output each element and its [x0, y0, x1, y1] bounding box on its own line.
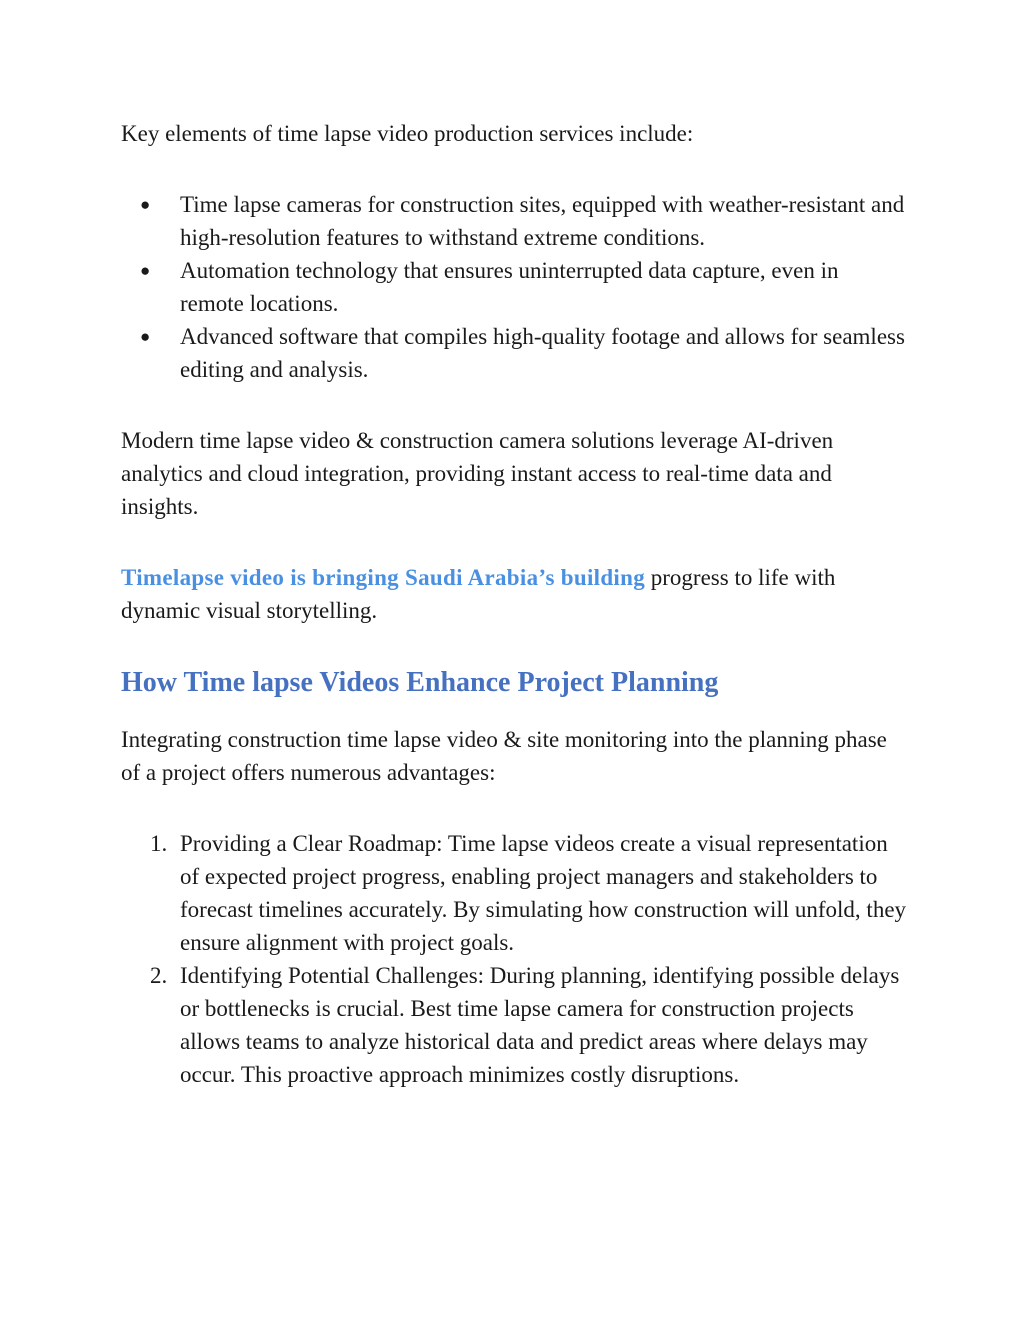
numbered-item-text: Identifying Potential Challenges: During planning, identifying possible delays or bottlenecks is crucial. Best time lapse camera for construction projects allows teams to analyze historical data and predict areas where delays may occur. This proactive approach minimizes costly disruptions.	[180, 963, 900, 1087]
timelapse-saudi-link[interactable]: Timelapse video is bringing Saudi Arabia’s building	[121, 565, 646, 590]
list-item-text: Time lapse cameras for construction sites, equipped with weather-resistant and high-resolution features to withstand extreme conditions.	[180, 192, 905, 250]
planning-paragraph: Integrating construction time lapse video & site monitoring into the planning phase of a project offers numerous advantages:	[121, 727, 887, 785]
numbered-item-text: Providing a Clear Roadmap: Time lapse videos create a visual representation of expected project progress, enabling project managers and stakeholders to forecast timelines accurately. By simulating how construction will unfold, they ensure alignment with project goals.	[180, 831, 907, 955]
numbered-list	[121, 827, 907, 1091]
list-item-text: Automation technology that ensures uninterrupted data capture, even in remote locations.	[180, 258, 839, 316]
bullet-icon: ●	[140, 195, 151, 214]
bullet-icon: ●	[140, 327, 151, 346]
list-item	[121, 188, 907, 254]
solutions-paragraph: Modern time lapse video & construction camera solutions leverage AI-driven analytics and cloud integration, providing instant access to real-time data and insights.	[121, 428, 834, 519]
bullet-list	[121, 188, 907, 386]
list-item	[121, 254, 907, 320]
list-number: 1.	[150, 831, 168, 856]
bullet-icon: ●	[140, 261, 151, 280]
list-number: 2.	[150, 963, 168, 988]
document-page	[121, 117, 907, 1091]
intro-paragraph: Key elements of time lapse video production services include:	[121, 121, 694, 146]
numbered-item	[121, 827, 907, 959]
numbered-item	[121, 959, 907, 1091]
list-item	[121, 320, 907, 386]
section-heading: How Time lapse Videos Enhance Project Planning	[121, 667, 719, 698]
saudi-paragraph	[121, 561, 907, 627]
saudi-paragraph-rest: progress to life with dynamic visual storytelling.	[121, 565, 836, 623]
list-item-text: Advanced software that compiles high-quality footage and allows for seamless editing and analysis.	[180, 324, 905, 382]
